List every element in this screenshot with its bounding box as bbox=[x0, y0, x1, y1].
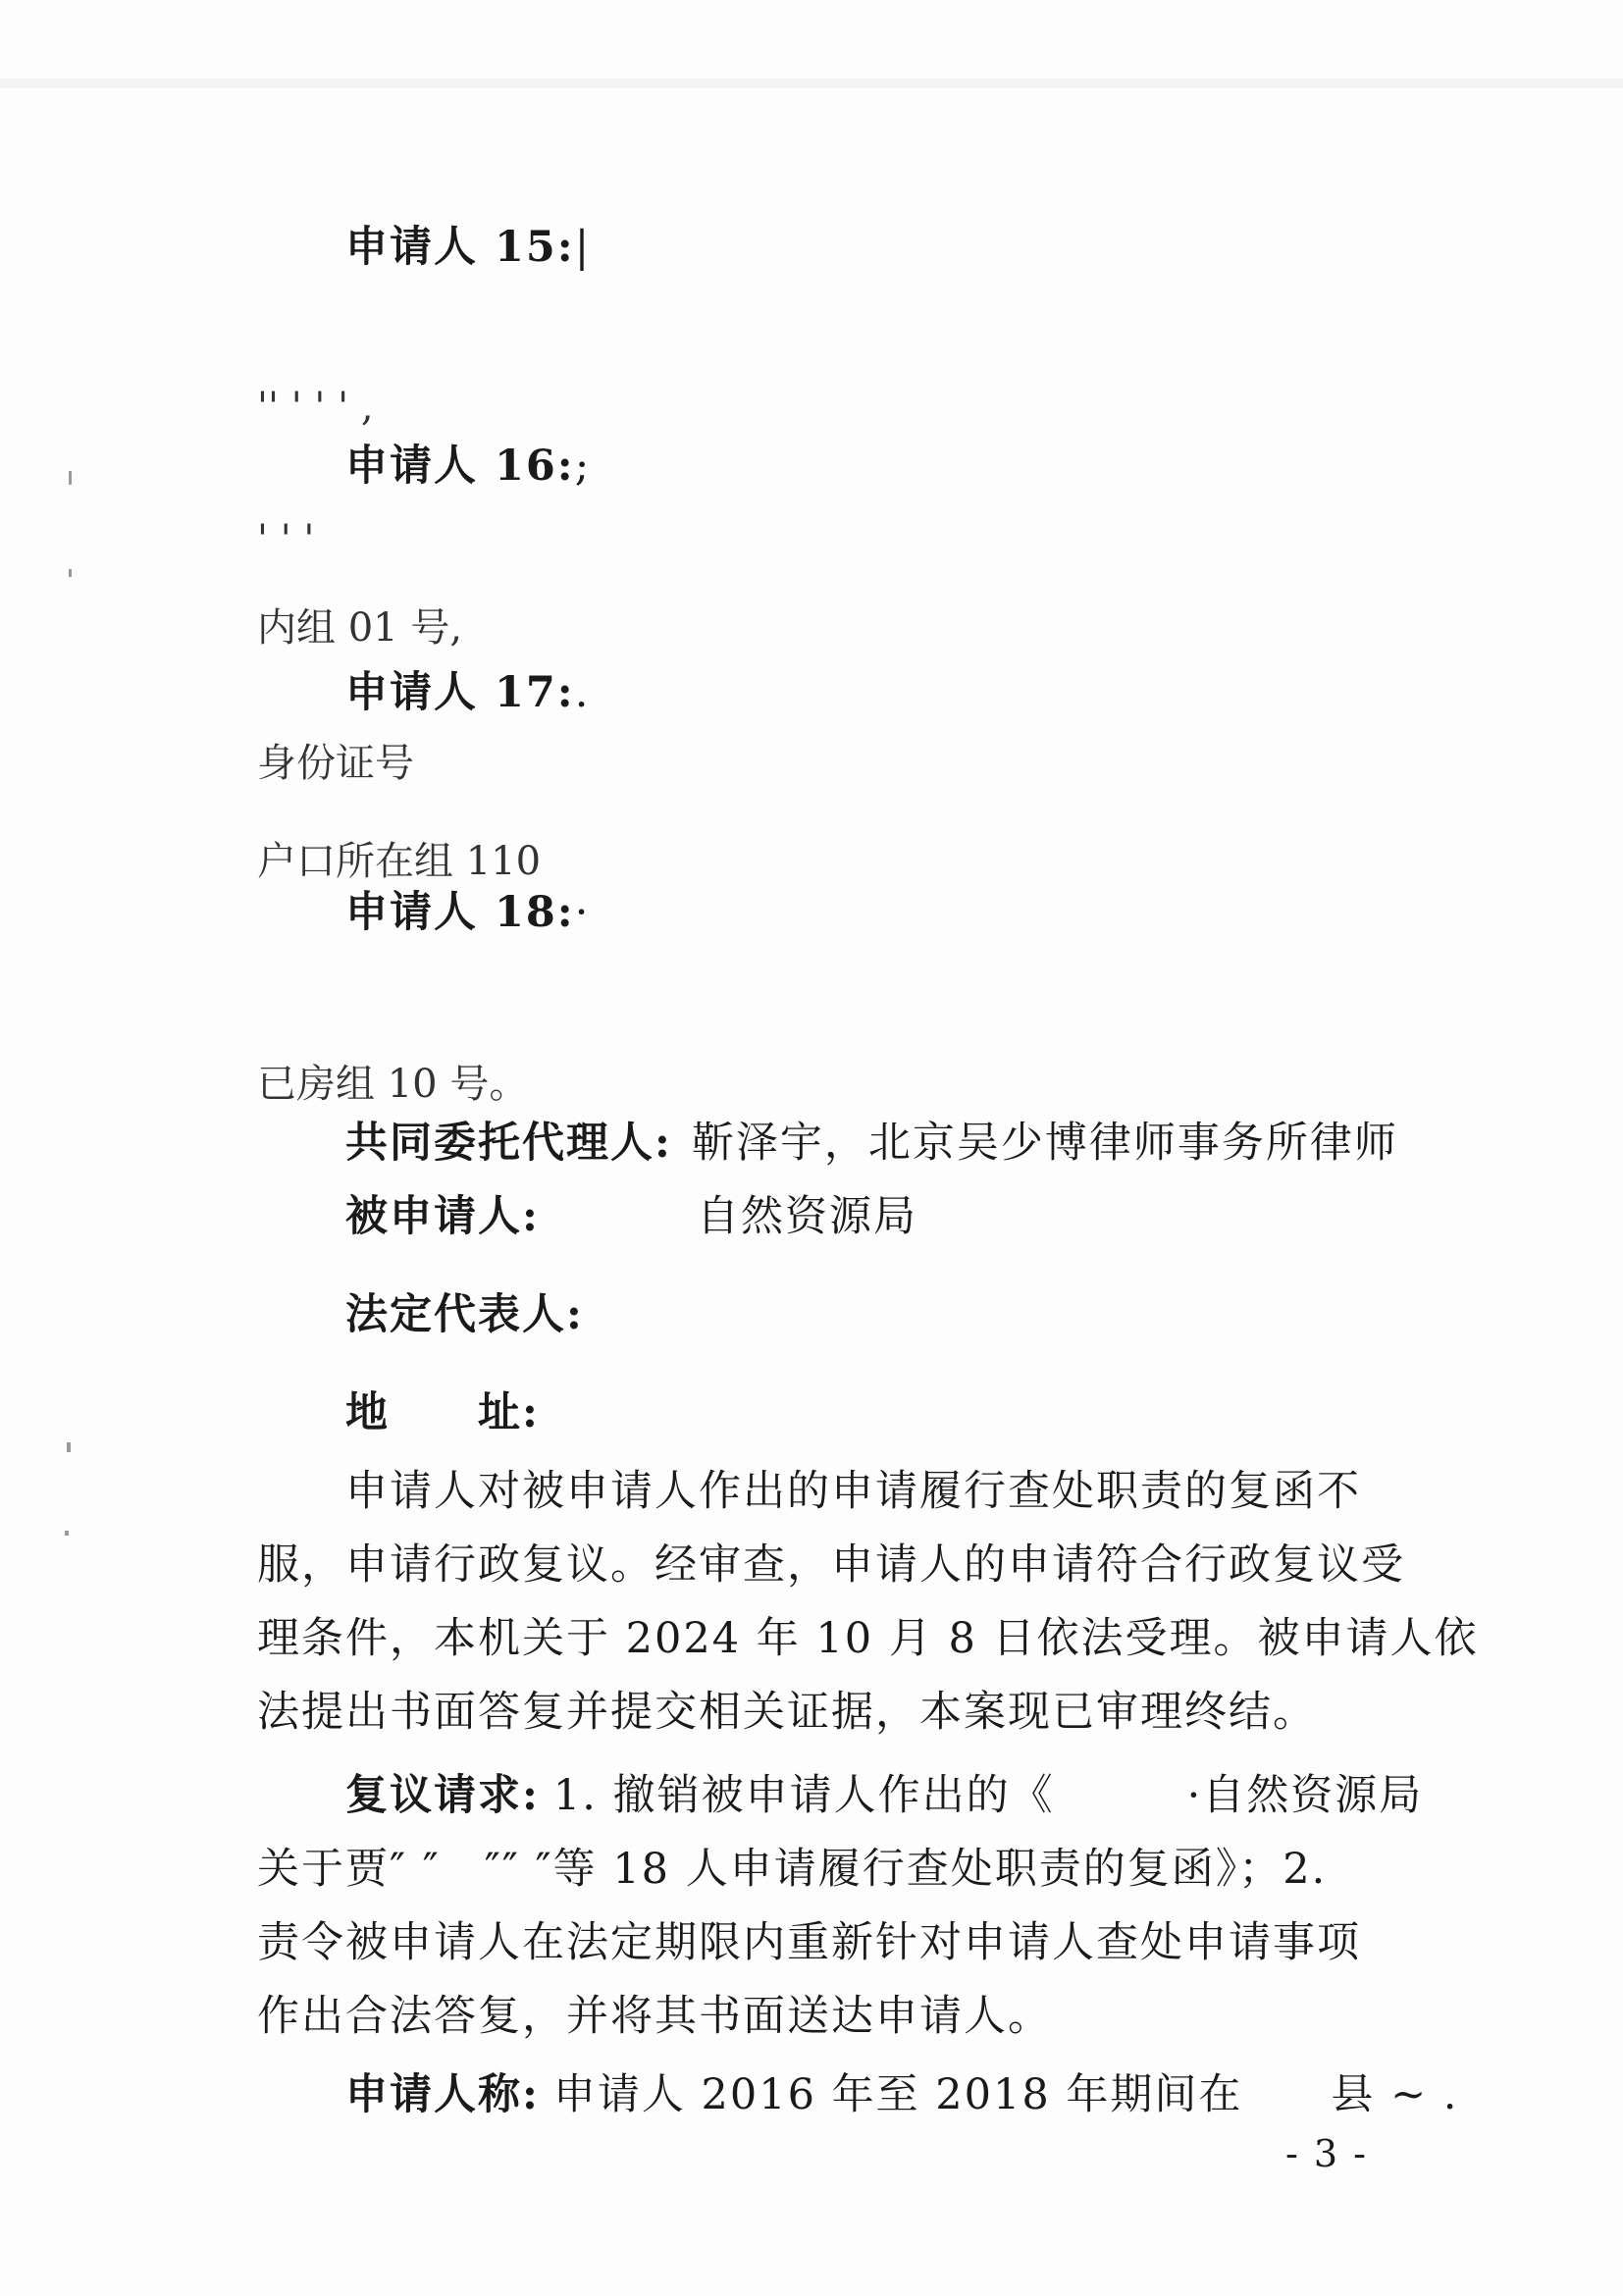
applicant-label: 申请人 16: bbox=[345, 442, 575, 491]
redacted-tail: · bbox=[574, 888, 591, 937]
legal-rep-line bbox=[345, 1285, 584, 1344]
redacted-tail: . bbox=[574, 668, 591, 717]
request-text: 1. 撤销被申请人作出的《 ·自然资源局 bbox=[552, 1771, 1424, 1820]
scan-shadow-top bbox=[0, 78, 1623, 88]
applicant-17-line bbox=[345, 663, 590, 722]
redacted-tail: ; bbox=[574, 442, 592, 491]
body-line: 理条件，本机关于 2024 年 10 月 8 日依法受理。被申请人依 bbox=[257, 1614, 1479, 1663]
agent-value: 靳泽宇，北京吴少博律师事务所律师 bbox=[691, 1119, 1398, 1168]
redacted-tail: | bbox=[574, 223, 592, 272]
body-line: 申请人对被申请人作出的申请履行查处职责的复函不 bbox=[345, 1467, 1361, 1516]
address-line bbox=[345, 1383, 540, 1442]
applicant-16-line bbox=[345, 437, 591, 496]
partial-line-fragment: ' ' ' bbox=[257, 517, 315, 562]
respondent-line bbox=[345, 1187, 540, 1246]
scan-speck bbox=[67, 1442, 71, 1452]
claim-text: 申请人 2016 年至 2018 年期间在 县 ~ . bbox=[552, 2070, 1459, 2119]
applicant-15-line bbox=[345, 218, 591, 277]
agent-line bbox=[345, 1114, 1398, 1173]
agent-label: 共同委托代理人: bbox=[345, 1119, 672, 1168]
body-line: 服，申请行政复议。经审查，申请人的申请符合行政复议受 bbox=[257, 1540, 1405, 1590]
applicant-label: 申请人 17: bbox=[345, 668, 575, 717]
scan-speck bbox=[69, 471, 72, 485]
applicant-label: 申请人 18: bbox=[345, 888, 575, 937]
partial-line-fragment: 身份证号 bbox=[257, 741, 414, 786]
partial-line-fragment: '' ' ' ' , bbox=[257, 385, 374, 430]
partial-line-fragment: 内组 01 号, bbox=[257, 605, 463, 651]
address-label: 地 址: bbox=[345, 1388, 540, 1437]
applicant-label: 申请人 15: bbox=[345, 223, 575, 272]
legal-rep-label: 法定代表人: bbox=[345, 1290, 584, 1339]
scan-speck bbox=[69, 569, 72, 577]
scan-speck bbox=[65, 1531, 69, 1536]
claim-label: 申请人称: bbox=[345, 2070, 540, 2119]
request-line: 关于贾″ ″ ″″ ″等 18 人申请履行查处职责的复函》；2. bbox=[257, 1845, 1328, 1894]
request-line: 作出合法答复，并将其书面送达申请人。 bbox=[257, 1992, 1052, 2041]
request-line bbox=[345, 1766, 1423, 1825]
partial-line-fragment: 已房组 10 号。 bbox=[257, 1062, 529, 1107]
claim-line bbox=[345, 2065, 1458, 2124]
page-number: - 3 - bbox=[1285, 2132, 1369, 2175]
request-label: 复议请求: bbox=[345, 1771, 540, 1820]
applicant-18-line bbox=[345, 883, 590, 942]
partial-line-fragment: 户口所在组 110 bbox=[257, 839, 542, 884]
respondent-value: 自然资源局 bbox=[697, 1192, 917, 1241]
body-line: 法提出书面答复并提交相关证据，本案现已审理终结。 bbox=[257, 1688, 1317, 1737]
respondent-label: 被申请人: bbox=[345, 1192, 540, 1241]
request-line: 责令被申请人在法定期限内重新针对申请人查处申请事项 bbox=[257, 1918, 1361, 1967]
